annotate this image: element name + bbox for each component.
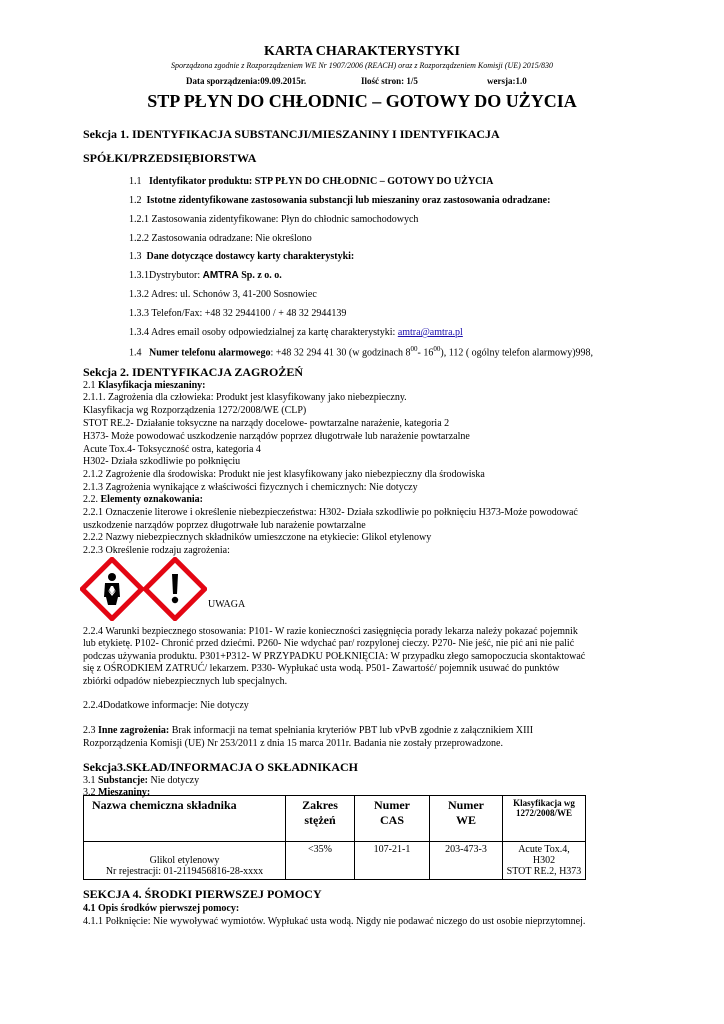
item-2-1-2: 2.1.2 Zagrożenie dla środowiska: Produkt nie jest klasyfikowany jako niebezpieczny dla środowiska xyxy=(83,469,485,480)
item-2-2-4-line1: 2.2.4 Warunki bezpiecznego stosowania: P101- W razie konieczności zasięgnięcia porady lekarza należy pokazać pojemnik xyxy=(83,626,578,637)
section1-heading-a: Sekcja 1. IDENTYFIKACJA SUBSTANCJI/MIESZANINY I IDENTYFIKACJA xyxy=(83,127,500,141)
item-1-3-2: 1.3.2 Adres: ul. Schonów 3, 41-200 Sosnowiec xyxy=(129,289,317,300)
section4-heading: SEKCJA 4. ŚRODKI PIERWSZEJ POMOCY xyxy=(83,887,322,901)
acute-tox4: Acute Tox.4- Toksyczność ostra, kategoria 4 xyxy=(83,444,261,455)
item-2-2-2: 2.2.2 Nazwy niebezpiecznych składników umieszczone na etykiecie: Glikol etylenowy xyxy=(83,532,432,543)
cell-range: <35% xyxy=(286,842,355,880)
signal-word: UWAGA xyxy=(208,599,246,610)
stot-re2: STOT RE.2- Działanie toksyczne na narządy docelowe- powtarzalne narażenie, kategoria 2 xyxy=(83,418,450,429)
page-count: Ilość stron: 1/5 xyxy=(361,76,418,86)
distributor-logo-text: AMTRA xyxy=(202,270,239,281)
item-2-1: 2.1 Klasyfikacja mieszaniny: xyxy=(83,380,206,391)
item-1-3-3: 1.3.3 Telefon/Fax: +48 32 2944100 / + 48 32 2944139 xyxy=(129,308,347,319)
cell-cas: 107-21-1 xyxy=(355,842,430,880)
item-1-3-1: 1.3.1Dystrybutor: AMTRA Sp. z o. o. xyxy=(129,270,282,281)
email-link[interactable]: amtra@amtra.pl xyxy=(397,327,463,338)
item-2-2-3: 2.2.3 Określenie rodzaju zagrożenia: xyxy=(83,545,230,556)
header-we: Numer WE xyxy=(430,796,503,842)
item-3-2: 3.2 Mieszaniny: xyxy=(83,787,151,798)
header-name: Nazwa chemiczna składnika xyxy=(84,796,286,842)
item-4-1: 4.1 Opis środków pierwszej pomocy: xyxy=(83,903,240,914)
h373: H373- Może powodować uszkodzenie narządów poprzez długotrwałe lub narażenie powtarzalne xyxy=(83,431,470,442)
document-title: KARTA CHARAKTERYSTYKI xyxy=(264,44,460,59)
item-3-1: 3.1 Substancje: Nie dotyczy xyxy=(83,775,200,786)
health-hazard-icon xyxy=(80,557,144,621)
table-row xyxy=(84,842,586,880)
table-header-row xyxy=(84,796,586,842)
item-1-3: 1.3 Dane dotyczące dostawcy karty charakterystyki: xyxy=(129,251,355,262)
section3-heading: Sekcja3.SKŁAD/INFORMACJA O SKŁADNIKACH xyxy=(83,760,359,774)
exclamation-mark-icon xyxy=(143,557,207,621)
cell-classification: Acute Tox.4, H302 STOT RE.2, H373 xyxy=(503,842,586,880)
item-2-2-4-line3: podczas używania produktu. P301+P312- W PRZYPADKU POŁKNIĘCIA: W przypadku złego samopoczucia skontaktować xyxy=(83,651,586,662)
cell-we: 203-473-3 xyxy=(430,842,503,880)
item-4-1-1: 4.1.1 Połknięcie: Nie wywoływać wymiotów. Wypłukać usta wodą. Nigdy nie podawać niczego do ust osobie nieprzytomnej. xyxy=(83,916,586,927)
item-1-3-4: 1.3.4 Adres email osoby odpowiedzialnej za kartę charakterystyki: amtra@amtra.pl xyxy=(129,327,463,338)
header-range: Zakres stężeń xyxy=(286,796,355,842)
item-1-2-1: 1.2.1 Zastosowania zidentyfikowane: Płyn do chłodnic samochodowych xyxy=(129,214,419,225)
cell-name: Glikol etylenowy Nr rejestracji: 01-2119456816-28-xxxx xyxy=(84,842,286,880)
item-2-2-4-additional: 2.2.4Dodatkowe informacje: Nie dotyczy xyxy=(83,700,249,711)
product-title: STP PŁYN DO CHŁODNIC – GOTOWY DO UŻYCIA xyxy=(147,91,577,111)
item-2-1-1: 2.1.1. Zagrożenia dla człowieka: Produkt jest klasyfikowany jako niebezpieczny. xyxy=(83,392,407,403)
header-classification: Klasyfikacja wg 1272/2008/WE xyxy=(503,796,586,842)
item-1-4: 1.4 Numer telefonu alarmowego: +48 32 294 41 30 (w godzinach $8^{00}-$ $16^{00}$), 112 ( ogólny telefon alarmowy)998, xyxy=(129,345,594,359)
clp-classification: Klasyfikacja wg Rozporządzenia 1272/2008/WE (CLP) xyxy=(83,405,307,416)
item-2-2-4-line2: lub etykietę. P102- Chronić przed dziećmi. P260- Nie wdychać par/ rozpylonej cieczy. P270- Nie jeść, nie pić ani nie palić xyxy=(83,638,575,649)
item-2-2-1-b: uszkodzenie narządów poprzez długotrwałe lub narażenie powtarzalne xyxy=(83,520,366,531)
section2-heading: Sekcja 2. IDENTYFIKACJA ZAGROŻEŃ xyxy=(83,365,304,379)
item-1-2-2: 1.2.2 Zastosowania odradzane: Nie określono xyxy=(129,233,312,244)
item-2-1-3: 2.1.3 Zagrożenia wynikające z właściwości fizycznych i chemicznych: Nie dotyczy xyxy=(83,482,418,493)
item-2-3-line2: Rozporządzenia Komisji (UE) Nr 253/2011 z dnia 15 marca 2011r. Badania nie zostały przeprowadzone. xyxy=(83,738,503,749)
item-1-1: 1.1 Identyfikator produktu: STP PŁYN DO CHŁODNIC – GOTOWY DO UŻYCIA xyxy=(129,176,494,187)
issue-date: Data sporządzenia:09.09.2015r. xyxy=(186,76,307,86)
h302: H302- Działa szkodliwie po połknięciu xyxy=(83,456,241,467)
item-2-3: 2.3 Inne zagrożenia: Brak informacji na temat spełniania kryteriów PBT lub vPvB zgodnie z załącznikiem XIII xyxy=(83,725,534,736)
item-2-2-1-a: 2.2.1 Oznaczenie literowe i określenie niebezpieczeństwa: H302- Działa szkodliwie po połknięciu H373-Może powodować xyxy=(83,507,578,518)
item-2-2: 2.2. Elementy oznakowania: xyxy=(83,494,203,505)
header-cas: Numer CAS xyxy=(355,796,430,842)
item-2-2-4-line5: zbiórki odpadów niebezpiecznych lub specjalnych. xyxy=(83,676,288,687)
section1-heading-b: SPÓŁKI/PRZEDSIĘBIORSTWA xyxy=(83,151,257,165)
regulation-subtitle: Sporządzona zgodnie z Rozporządzeniem WE Nr 1907/2006 (REACH) oraz z Rozporządzeniem Komisji (UE) 2015/830 xyxy=(171,61,553,70)
composition-table xyxy=(83,795,586,880)
item-2-2-4-line4: się z OŚRODKIEM ZATRUĆ/ lekarzem. P330- Wypłukać usta wodą. P501- Zawartość/ pojemnik usuwać do punktów xyxy=(83,663,560,674)
version: wersja:1.0 xyxy=(487,76,527,86)
item-1-2: 1.2 Istotne zidentyfikowane zastosowania substancji lub mieszaniny oraz zastosowania odradzane: xyxy=(129,195,551,206)
